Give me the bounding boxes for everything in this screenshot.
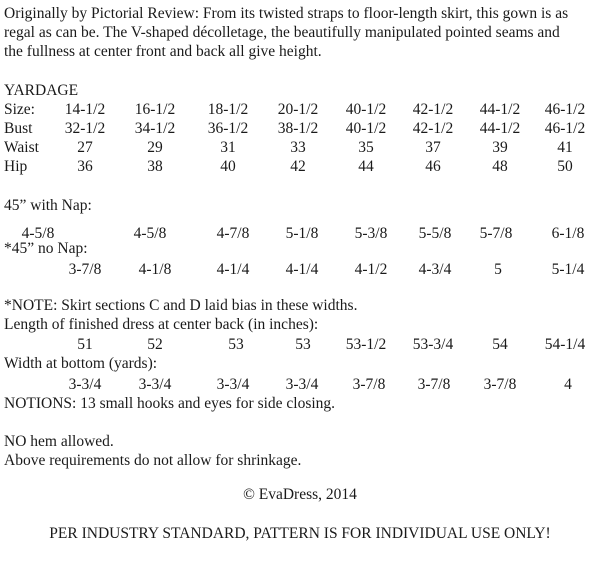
copyright-text: © EvaDress, 2014 (243, 486, 357, 503)
row-label-hip: Hip (4, 158, 28, 175)
waist-cell: 31 (220, 139, 236, 156)
no-nap-cell: 4-1/4 (285, 261, 319, 278)
waist-cell: 29 (147, 139, 163, 156)
size-cell: 46-1/2 (544, 101, 586, 118)
yardage-heading: YARDAGE (4, 82, 79, 99)
bust-cell: 34-1/2 (134, 120, 176, 137)
no-nap-label: *45” no Nap: (4, 240, 88, 257)
length-cell: 53 (295, 336, 311, 353)
size-cell: 44-1/2 (479, 101, 521, 118)
waist-cell: 41 (557, 139, 573, 156)
bust-cell: 46-1/2 (544, 120, 586, 137)
width-cell: 3-7/8 (483, 376, 517, 393)
with-nap-cell: 6-1/8 (551, 225, 585, 242)
with-nap-cell: 5-1/8 (285, 225, 319, 242)
waist-cell: 35 (358, 139, 374, 156)
row-label-size: Size: (4, 101, 35, 118)
hip-cell: 50 (557, 158, 573, 175)
length-cell: 53-1/2 (345, 336, 387, 353)
no-nap-cell: 3-7/8 (68, 261, 102, 278)
size-cell: 14-1/2 (64, 101, 106, 118)
no-nap-cell: 5 (494, 261, 502, 278)
no-nap-cell: 4-1/8 (138, 261, 172, 278)
size-cell: 18-1/2 (207, 101, 249, 118)
hip-cell: 46 (425, 158, 441, 175)
with-nap-cell: 5-5/8 (418, 225, 452, 242)
size-cell: 42-1/2 (412, 101, 454, 118)
hip-cell: 44 (358, 158, 374, 175)
hem-text: NO hem allowed. (4, 433, 114, 450)
intro-line-2: regal as can be. The V-shaped décolletage, the beautifully manipulated pointed seams and (4, 24, 560, 41)
length-cell: 54-1/4 (544, 336, 586, 353)
size-cell: 40-1/2 (345, 101, 387, 118)
shrinkage-text: Above requirements do not allow for shrinkage. (4, 452, 302, 469)
row-label-bust: Bust (4, 120, 33, 137)
size-cell: 16-1/2 (134, 101, 176, 118)
width-cell: 3-3/4 (68, 376, 102, 393)
with-nap-cell: 4-5/8 (133, 225, 167, 242)
bust-cell: 42-1/2 (412, 120, 454, 137)
width-cell: 3-3/4 (216, 376, 250, 393)
size-cell: 20-1/2 (277, 101, 319, 118)
width-cell: 3-7/8 (417, 376, 451, 393)
with-nap-cell: 5-3/8 (354, 225, 388, 242)
row-label-waist: Waist (4, 139, 39, 156)
length-cell: 54 (492, 336, 508, 353)
bust-cell: 36-1/2 (207, 120, 249, 137)
width-cell: 3-3/4 (285, 376, 319, 393)
width-cell: 3-7/8 (352, 376, 386, 393)
notions-text: NOTIONS: 13 small hooks and eyes for side closing. (4, 395, 336, 412)
waist-cell: 27 (77, 139, 93, 156)
length-cell: 53 (228, 336, 244, 353)
hip-cell: 36 (77, 158, 93, 175)
no-nap-cell: 4-1/4 (216, 261, 250, 278)
width-cell: 4 (564, 376, 572, 393)
with-nap-cell: 5-7/8 (479, 225, 513, 242)
with-nap-label: 45” with Nap: (4, 197, 92, 214)
length-cell: 52 (147, 336, 163, 353)
bust-cell: 40-1/2 (345, 120, 387, 137)
hip-cell: 38 (147, 158, 163, 175)
with-nap-cell: 4-5/8 (21, 225, 55, 242)
with-nap-cell: 4-7/8 (216, 225, 250, 242)
intro-line-3: the fullness at center front and back all give height. (4, 43, 322, 60)
waist-cell: 33 (290, 139, 306, 156)
bust-cell: 32-1/2 (64, 120, 106, 137)
length-cell: 51 (77, 336, 93, 353)
length-cell: 53-3/4 (412, 336, 454, 353)
no-nap-cell: 4-1/2 (354, 261, 388, 278)
width-cell: 3-3/4 (138, 376, 172, 393)
waist-cell: 37 (425, 139, 441, 156)
no-nap-cell: 4-3/4 (418, 261, 452, 278)
length-label: Length of finished dress at center back (in inches): (4, 316, 319, 333)
industry-standard-notice: PER INDUSTRY STANDARD, PATTERN IS FOR INDIVIDUAL USE ONLY! (49, 525, 551, 542)
note-text: *NOTE: Skirt sections C and D laid bias in these widths. (4, 297, 358, 314)
bust-cell: 44-1/2 (479, 120, 521, 137)
waist-cell: 39 (492, 139, 508, 156)
no-nap-cell: 5-1/4 (551, 261, 585, 278)
intro-line-1: Originally by Pictorial Review: From its twisted straps to floor-length skirt, this gown is as (4, 5, 569, 22)
hip-cell: 48 (492, 158, 508, 175)
bust-cell: 38-1/2 (277, 120, 319, 137)
width-label: Width at bottom (yards): (4, 355, 158, 372)
hip-cell: 40 (220, 158, 236, 175)
hip-cell: 42 (290, 158, 306, 175)
